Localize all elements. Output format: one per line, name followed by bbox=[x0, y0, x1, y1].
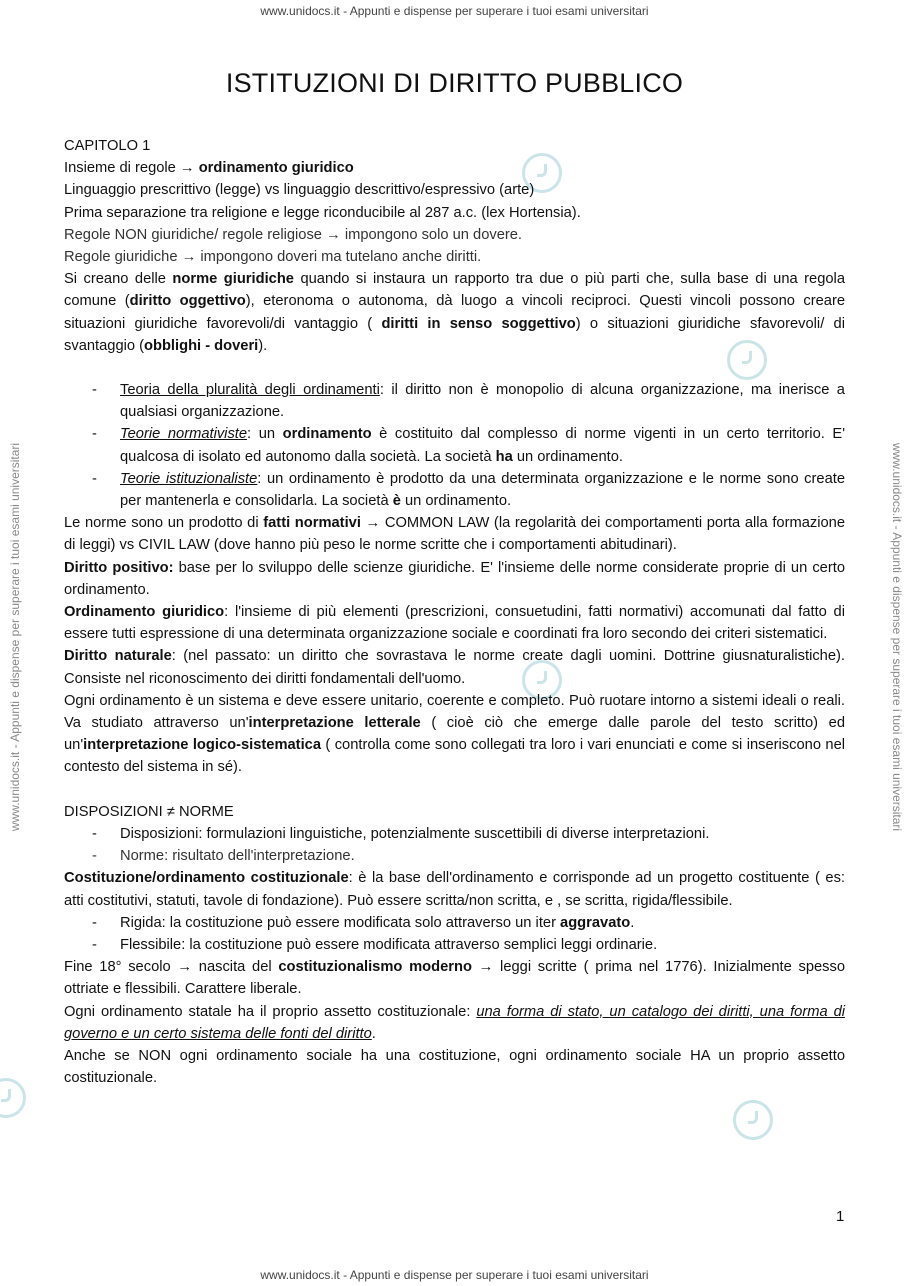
list-item: - Flessibile: la costituzione può essere modificata attraverso semplici leggi ordinarie. bbox=[92, 936, 658, 953]
text-line: Regole giuridiche → impongono doveri ma tutelano anche diritti. bbox=[64, 249, 482, 266]
watermark-top: www.unidocs.it - Appunti e dispense per superare i tuoi esami universitari bbox=[260, 4, 649, 18]
list-item: - Norme: risultato dell'interpretazione. bbox=[92, 848, 355, 865]
unidocs-logo-icon bbox=[0, 1078, 26, 1118]
watermark-right: www.unidocs.it - Appunti e dispense per superare i tuoi esami universitari bbox=[890, 442, 904, 832]
page-title: ISTITUZIONI DI DIRITTO PUBBLICO bbox=[225, 68, 684, 98]
list-item: - Disposizioni: formulazioni linguistiche, potenzialmente suscettibili di diverse interpretazioni. bbox=[92, 825, 710, 842]
document-body bbox=[64, 135, 845, 1089]
watermark-left: www.unidocs.it - Appunti e dispense per superare i tuoi esami universitari bbox=[8, 442, 22, 832]
paragraph-norme: Si creano delle norme giuridiche quando si instaura un rapporto tra due o più parti che, sulla base di una regola comune (diritto oggettivo), eteronoma o autonoma, dà luogo a vincoli reciproci. Questi vincoli possono creare situazioni giuridiche favorevoli/di vantaggio ( diritti in senso soggettivo) o situazioni giuridiche sfavorevoli/ di svantaggio (obblighi - doveri). bbox=[64, 271, 846, 354]
section-heading: DISPOSIZIONI ≠ NORME bbox=[64, 803, 234, 820]
page-number: 1 bbox=[836, 1208, 845, 1225]
chapter-heading: CAPITOLO 1 bbox=[64, 138, 151, 154]
paragraph-finale: Anche se NON ogni ordinamento sociale ha una costituzione, ogni ordinamento sociale HA un proprio assetto costituzionale. bbox=[64, 1047, 845, 1087]
paragraph-diritto-positivo: Diritto positivo: base per lo sviluppo delle scienze giuridiche. E' l'insieme delle norme considerate proprie di un certo ordinamento. bbox=[64, 559, 845, 598]
paragraph-costituzionalismo: Fine 18° secolo → nascita del costituzionalismo moderno → leggi scritte ( prima nel 1776). Inizialmente spesso ottriate e flessibili. Carattere liberale. bbox=[64, 959, 846, 998]
text-line: Insieme di regole → ordinamento giuridico bbox=[64, 160, 354, 177]
paragraph-costituzione: Costituzione/ordinamento costituzionale: è la base dell'ordinamento e corrisponde ad un progetto costituente ( es: atti costitutivi, statuti, tavole di fondazione). Può essere scritta/non scritta, e , se scritta, rigida/flessibile. bbox=[64, 870, 845, 909]
list-item: - Teorie normativiste: un ordinamento è costituito dal complesso di norme vigenti in un certo territorio. E' qualcosa di isolato ed autonomo dalla società. La società ha un ordinamento. bbox=[92, 426, 845, 465]
paragraph-assetto: Ogni ordinamento statale ha il proprio assetto costituzionale: una forma di stato, un catalogo dei diritti, una forma di governo e un certo sistema delle fonti del diritto. bbox=[64, 1003, 846, 1042]
paragraph-diritto-naturale: Diritto naturale: (nel passato: un diritto che sovrastava le norme create dagli uomini. Dottrine giusnaturalistiche). Consiste nel riconoscimento dei diritti fondamentali dell'uomo. bbox=[64, 648, 845, 687]
text-line: Linguaggio prescrittivo (legge) vs linguaggio descrittivo/espressivo (arte) bbox=[64, 182, 535, 199]
list-item: - Rigida: la costituzione può essere modificata solo attraverso un iter aggravato. bbox=[92, 914, 635, 931]
unidocs-logo-icon bbox=[733, 1100, 773, 1140]
text-line: Regole NON giuridiche/ regole religiose → impongono solo un dovere. bbox=[64, 226, 523, 243]
paragraph-fatti: Le norme sono un prodotto di fatti normativi → COMMON LAW (la regolarità dei comportamenti porta alla formazione di leggi) vs CIVIL LAW (dove hanno più peso le norme scritte che i comportamenti abitudinari). bbox=[64, 515, 845, 554]
paragraph-sistema: Ogni ordinamento è un sistema e deve essere unitario, coerente e completo. Può ruotare intorno a sistemi ideali o reali. Va studiato attraverso un'interpretazione letterale ( cioè ciò che emerge dalle parole del testo scritto) ed un'interpretazione logico-sistematica ( controlla come sono collegati tra loro i vari enunciati e come si inseriscono nel contesto del sistema in sé). bbox=[64, 692, 845, 776]
list-item: - Teorie istituzionaliste: un ordinamento è prodotto da una determinata organizzazione e le norme sono create per mantenerla e consolidarla. La società è un ordinamento. bbox=[92, 470, 846, 510]
text-line: Prima separazione tra religione e legge riconducibile al 287 a.c. (lex Hortensia). bbox=[64, 204, 581, 221]
watermark-bottom: www.unidocs.it - Appunti e dispense per superare i tuoi esami universitari bbox=[260, 1268, 649, 1282]
list-item: - Teoria della pluralità degli ordinamenti: il diritto non è monopolio di alcuna organizzazione, ma inerisce a qualsiasi organizzazione. bbox=[92, 382, 845, 421]
paragraph-ordinamento: Ordinamento giuridico: l'insieme di più elementi (prescrizioni, consuetudini, fatti normativi) accomunati dal fatto di essere tutti espressione di una determinata organizzazione sociale e coordinati fra loro secondo dei criteri sistematici. bbox=[64, 604, 845, 643]
